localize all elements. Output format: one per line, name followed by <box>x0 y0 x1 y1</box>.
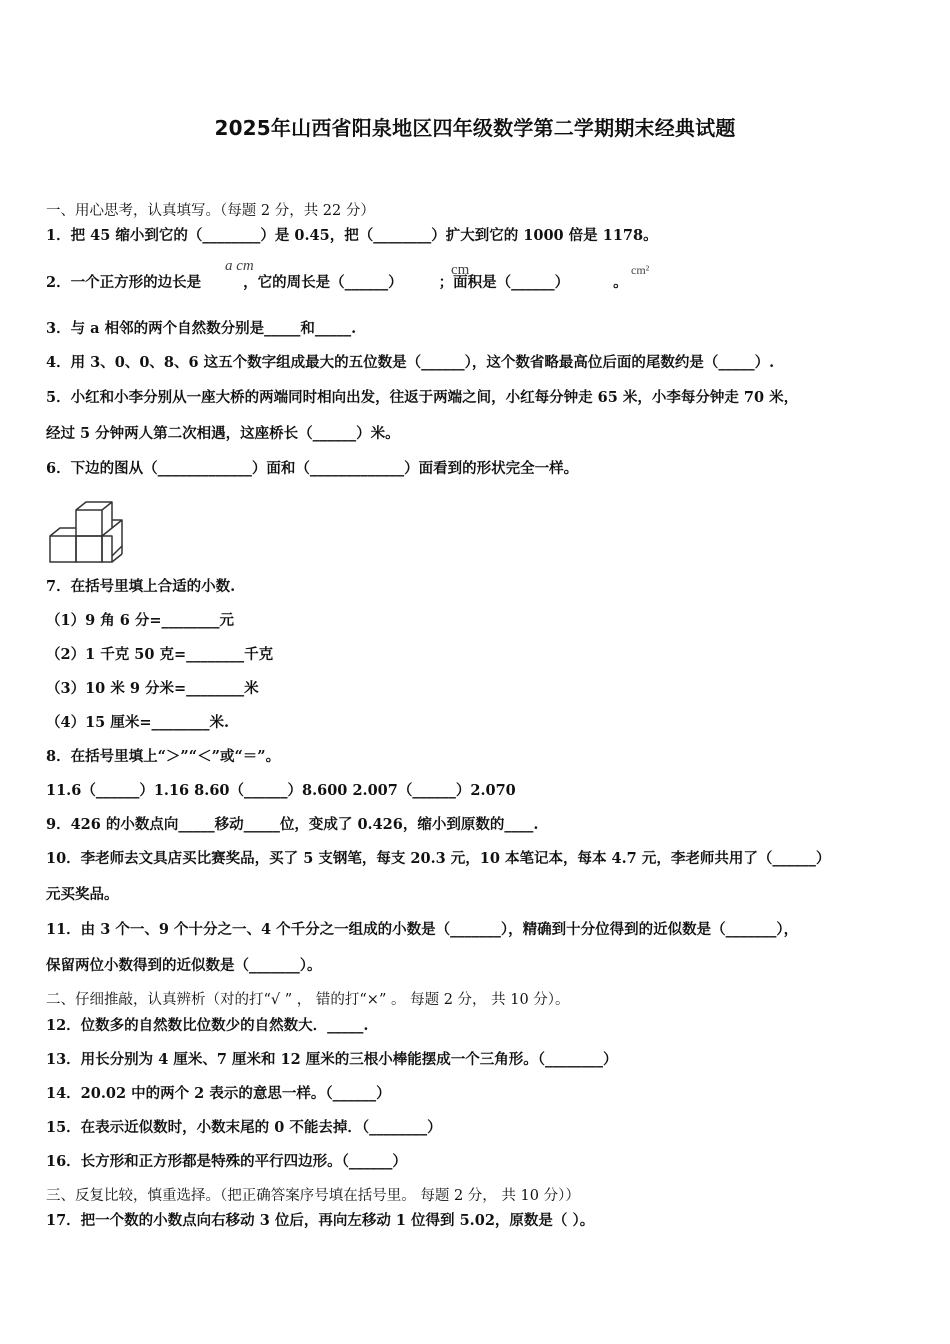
question-10-line-2: 元买奖品。 <box>46 886 119 903</box>
question-9: 9．426 的小数点向_____移动_____位，变成了 0.426，缩小到原数的____. <box>46 816 539 833</box>
stacked-cubes-icon <box>46 498 132 564</box>
question-4: 4．用 3、0、0、8、6 这五个数字组成最大的五位数是（______），这个数省略最高位后面的尾数约是（_____）. <box>46 354 775 371</box>
question-2-part-a: 2．一个正方形的边长是 <box>46 274 202 291</box>
question-8: 8．在括号里填上“＞”“＜”或“＝”。 <box>46 748 281 765</box>
question-10-line-1: 10．李老师去文具店买比赛奖品，买了 5 支钢笔，每支 20.3 元，10 本笔记本，每本 4.7 元，李老师共用了（______） <box>46 850 831 867</box>
question-8-items: 11.6（______）1.16 8.60（______）8.600 2.007（______）2.070 <box>46 782 516 799</box>
question-1: 1．把 45 缩小到它的（________）是 0.45，把（________）扩大到它的 1000 倍是 1178。 <box>46 227 658 244</box>
question-11-line-1: 11．由 3 个一、9 个十分之一、4 个千分之一组成的小数是（_______），精确到十分位得到的近似数是（_______）， <box>46 921 799 938</box>
question-2 <box>46 273 628 293</box>
question-2-part-c: ；面积是（______） <box>438 274 570 291</box>
question-6: 6．下边的图从（_____________）面和（_____________）面看到的形状完全一样。 <box>46 460 579 477</box>
question-17: 17．把一个数的小数点向右移动 3 位后，再向左移动 1 位得到 5.02，原数是（ ）。 <box>46 1212 595 1229</box>
question-7-item-1: （1）9 角 6 分=________元 <box>46 612 235 629</box>
question-16: 16．长方形和正方形都是特殊的平行四边形。（______） <box>46 1153 407 1170</box>
question-2-part-d: 。 <box>613 274 628 291</box>
question-14: 14．20.02 中的两个 2 表示的意思一样。（______） <box>46 1085 391 1102</box>
page-title: 2025年山西省阳泉地区四年级数学第二学期期末经典试题 <box>214 116 736 140</box>
side-length-unit: a cm <box>225 258 254 274</box>
question-3: 3．与 a 相邻的两个自然数分别是_____和_____. <box>46 320 357 337</box>
perimeter-unit: cm <box>451 262 470 278</box>
area-unit: cm² <box>631 263 650 277</box>
section-two-heading: 二、仔细推敲，认真辨析（对的打“√ ” ， 错的打“×” 。 每题 2 分， 共 10 分）。 <box>46 992 570 1008</box>
question-12: 12．位数多的自然数比位数少的自然数大．_____. <box>46 1017 369 1034</box>
question-7-item-3: （3）10 米 9 分米=________米 <box>46 680 259 697</box>
section-three-heading: 三、反复比较，慎重选择。（把正确答案序号填在括号里。 每题 2 分， 共 10 分）） <box>46 1188 580 1204</box>
question-5-line-1: 5．小红和小李分别从一座大桥的两端同时相向出发，往返于两端之间，小红每分钟走 65 米，小李每分钟走 70 米， <box>46 389 799 406</box>
question-7-item-4: （4）15 厘米=________米. <box>46 714 230 731</box>
question-2-part-b: ，它的周长是（______） <box>243 274 403 291</box>
section-one-heading: 一、用心思考，认真填写。（每题 2 分，共 22 分） <box>46 203 375 219</box>
question-5-line-2: 经过 5 分钟两人第二次相遇，这座桥长（______）米。 <box>46 425 400 442</box>
question-11-line-2: 保留两位小数得到的近似数是（_______）。 <box>46 957 322 974</box>
question-13: 13．用长分别为 4 厘米、7 厘米和 12 厘米的三根小棒能摆成一个三角形。（________） <box>46 1051 618 1068</box>
question-15: 15．在表示近似数时，小数末尾的 0 不能去掉．（________） <box>46 1119 442 1136</box>
question-7: 7．在括号里填上合适的小数. <box>46 578 236 595</box>
question-7-item-2: （2）1 千克 50 克=________千克 <box>46 646 274 663</box>
